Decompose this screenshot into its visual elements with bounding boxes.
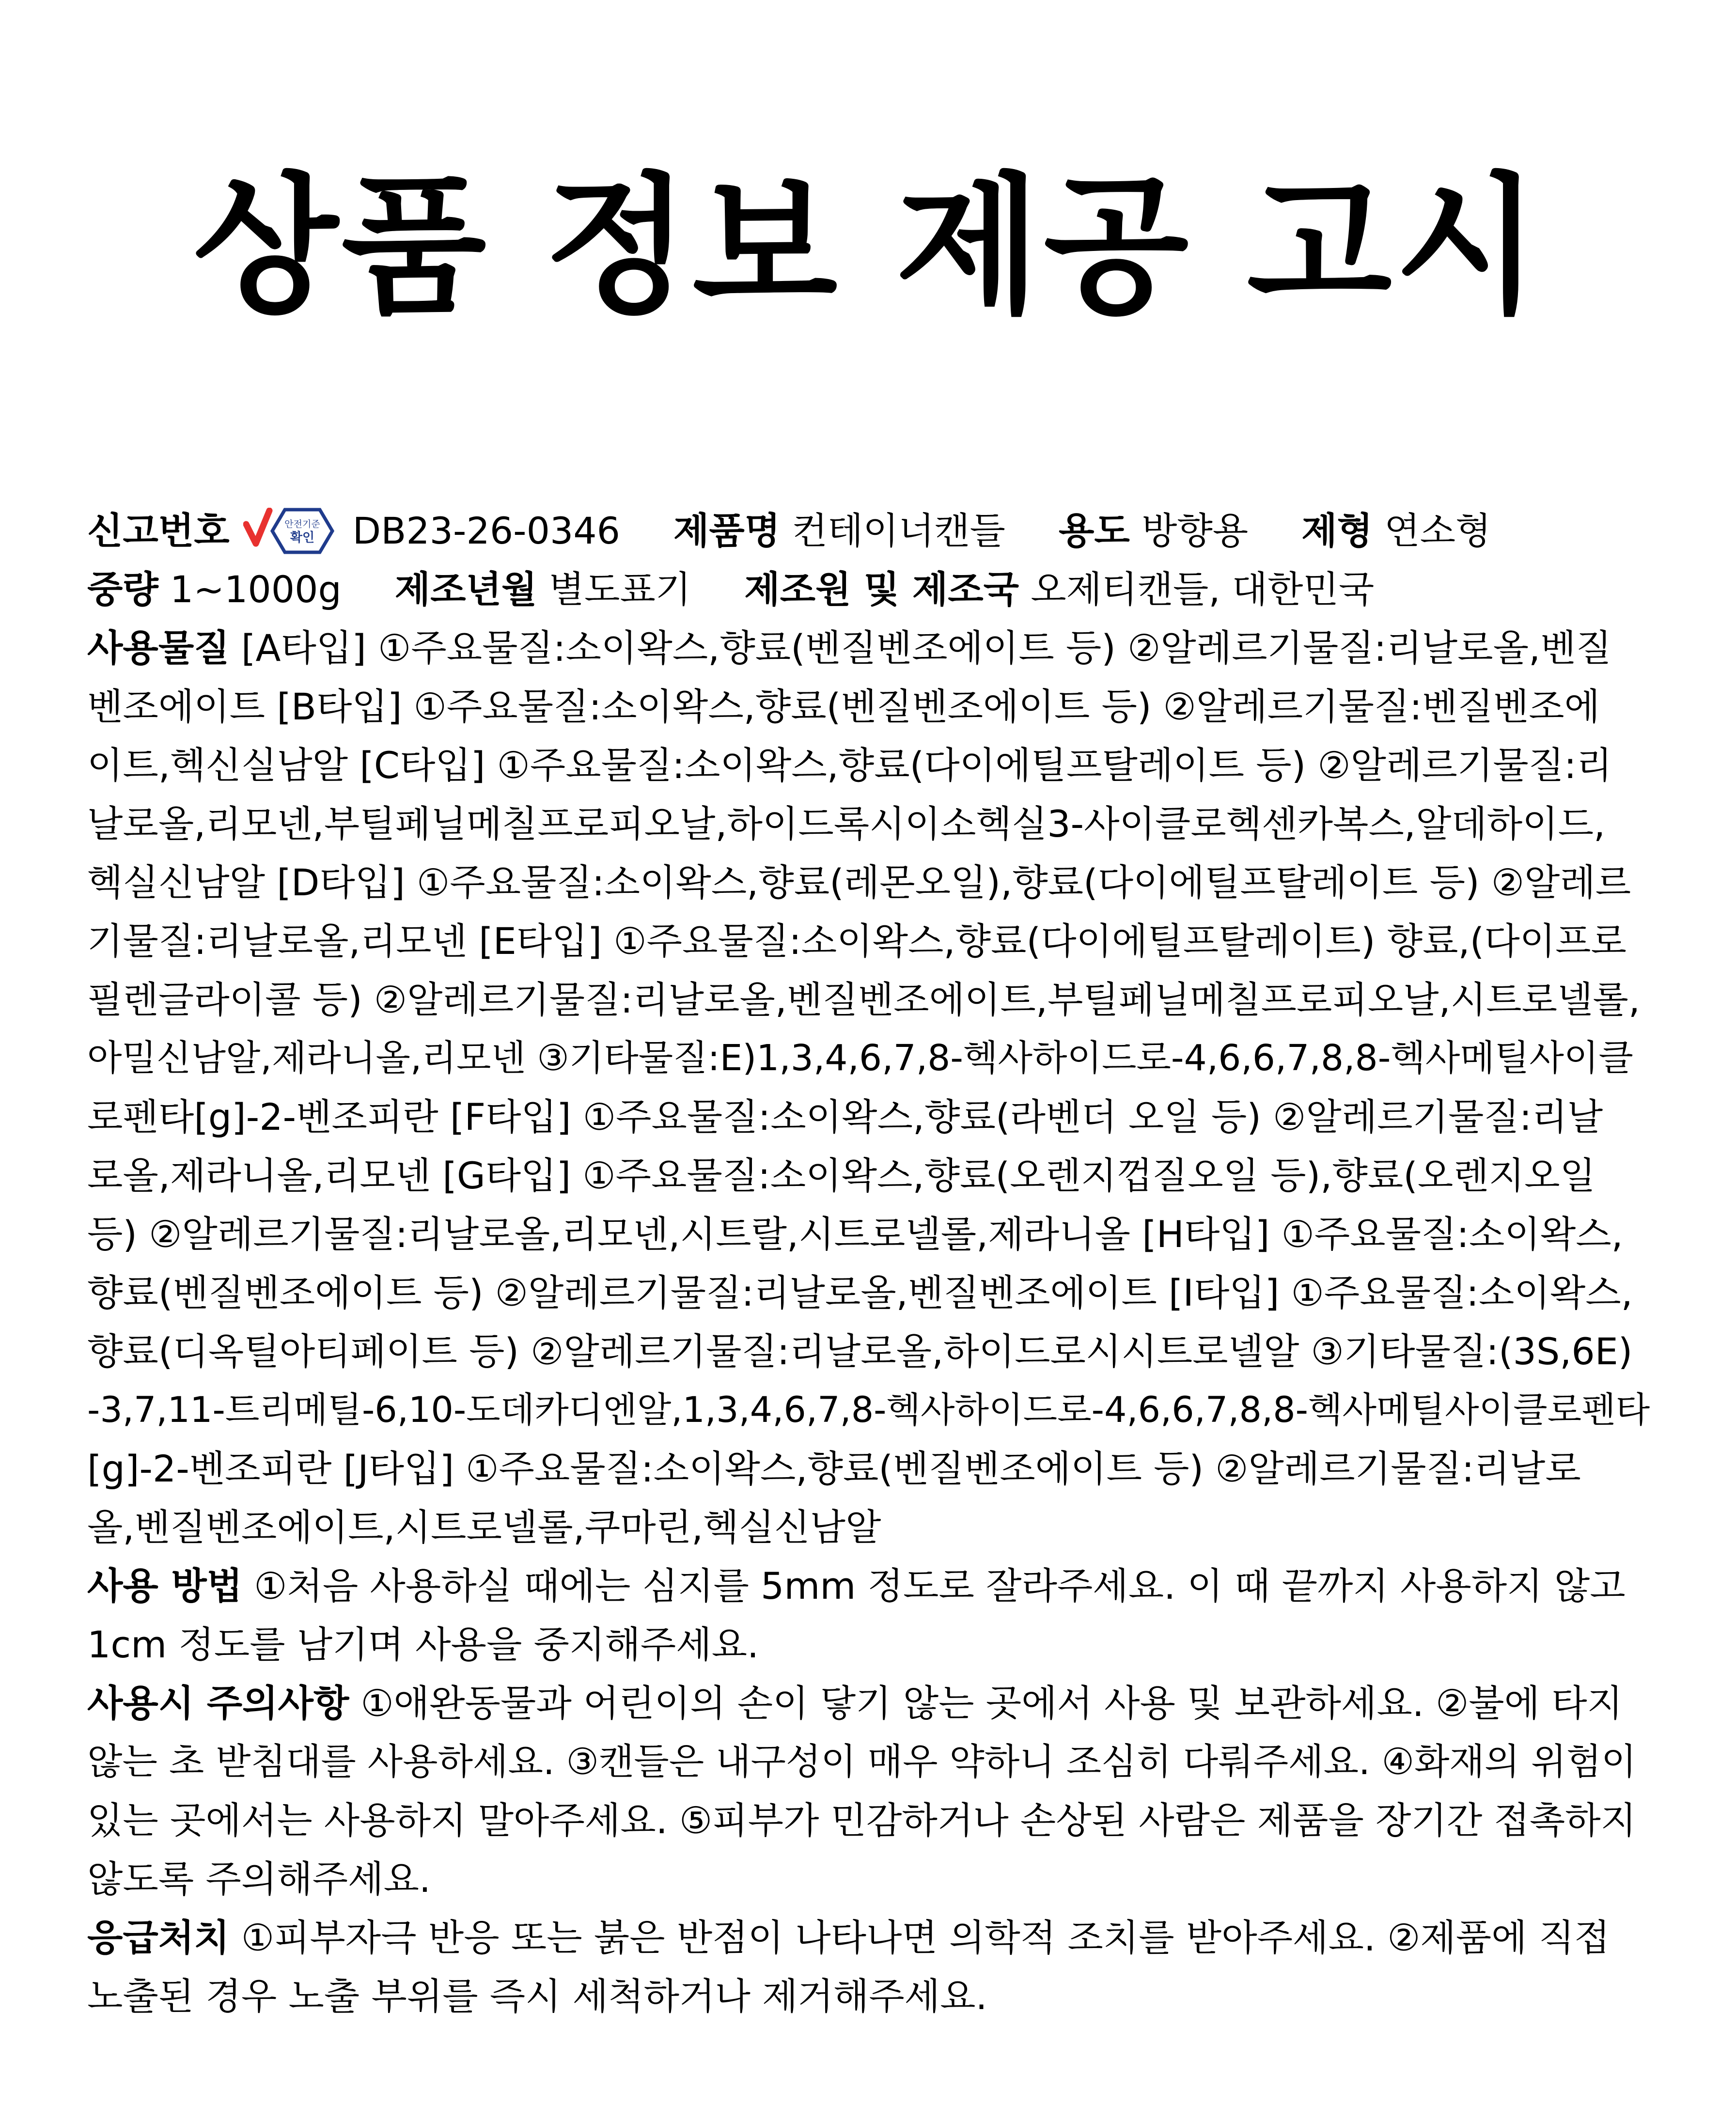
first-aid-label: 응급처치: [87, 1916, 230, 1959]
materials-line: 올,벤질벤조에이트,시트로넬롤,쿠마린,헥실신남알: [87, 1506, 881, 1549]
materials-line: 아밀신남알,제라니올,리모넨 ③기타물질:E)1,3,4,6,7,8-헥사하이드로-4,6,6,7,8,8-헥사메틸사이클: [87, 1037, 1633, 1079]
how-to-use-text: ①처음 사용하실 때에는 심지를 5mm 정도로 잘라주세요. 이 때 끝까지 사용하지 않고: [242, 1564, 1626, 1607]
page-title: 상품 정보 제공 고시: [193, 159, 1543, 334]
mfg-date-label: 제조년월: [394, 568, 537, 611]
how-to-use-line: [87, 1557, 1652, 1615]
mfg-date-value: 별도표기: [548, 568, 691, 611]
materials-label: 사용물질: [87, 626, 230, 670]
materials-line: 등) ②알레르기물질:리날로올,리모넨,시트랄,시트로넬롤,제라니올 [H타입] ①주요물질:소이왁스,: [87, 1213, 1623, 1256]
report-no-label: 신고번호: [87, 509, 230, 552]
kc-safety-check-line2: 확인: [290, 530, 314, 545]
info-row-1: [87, 501, 1652, 560]
materials-line: 향료(벤질벤조에이트 등) ②알레르기물질:리날로올,벤질벤조에이트 [I타입] ①주요물질:소이왁스,: [87, 1271, 1633, 1314]
how-to-use-line: 1cm 정도를 남기며 사용을 중지해주세요.: [87, 1623, 759, 1666]
materials-text: [A타입] ①주요물질:소이왁스,향료(벤질벤조에이트 등) ②알레르기물질:리날로올,벤질: [229, 626, 1612, 670]
product-info-notice: [87, 501, 1652, 2026]
materials-line: [87, 619, 1652, 677]
cautions-line: [87, 1674, 1652, 1732]
form-label: 제형: [1301, 509, 1373, 552]
usage-label: 용도: [1058, 509, 1130, 552]
cautions-line: 있는 곳에서는 사용하지 말아주세요. ⑤피부가 민감하거나 손상된 사람은 제품을 장기간 접촉하지: [87, 1799, 1637, 1842]
kc-safety-check-line1: 안전기준: [284, 519, 320, 530]
materials-line: 벤조에이트 [B타입] ①주요물질:소이왁스,향료(벤질벤조에이트 등) ②알레르기물질:벤질벤조에: [87, 685, 1600, 728]
product-name-label: 제품명: [673, 509, 781, 552]
info-row-2: [87, 560, 1652, 619]
materials-line: 향료(디옥틸아티페이트 등) ②알레르기물질:리날로올,하이드로시시트로넬알 ③기타물질:(3S,6E): [87, 1330, 1633, 1373]
cautions-label: 사용시 주의사항: [87, 1682, 349, 1725]
cautions-line: 않는 초 받침대를 사용하세요. ③캔들은 내구성이 매우 약하니 조심히 다뤄주세요. ④화재의 위험이: [87, 1740, 1637, 1783]
manufacturer-label: 제조원 및 제조국: [744, 568, 1019, 611]
first-aid-line: [87, 1908, 1652, 1967]
materials-line: -3,7,11-트리메틸-6,10-도데카디엔알,1,3,4,6,7,8-헥사하이드로-4,6,6,7,8,8-헥사메틸사이클로펜타: [87, 1389, 1650, 1431]
materials-line: 로올,제라니올,리모넨 [G타입] ①주요물질:소이왁스,향료(오렌지껍질오일 등),향료(오렌지오일: [87, 1154, 1595, 1197]
first-aid-line: 노출된 경우 노출 부위를 즉시 세척하거나 제거해주세요.: [87, 1975, 987, 2018]
usage-value: 방향용: [1141, 509, 1249, 552]
materials-line: [g]-2-벤조피란 [J타입] ①주요물질:소이왁스,향료(벤질벤조에이트 등) ②알레르기물질:리날로: [87, 1447, 1581, 1490]
materials-line: 날로올,리모넨,부틸페닐메칠프로피오날,하이드록시이소헥실3-사이클로헥센카복스,알데하이드,: [87, 802, 1606, 845]
how-to-use-label: 사용 방법: [87, 1564, 243, 1607]
first-aid-text: ①피부자극 반응 또는 붉은 반점이 나타나면 의학적 조치를 받아주세요. ②제품에 직접: [229, 1916, 1610, 1959]
report-no-value: DB23-26-0346: [352, 509, 621, 552]
cautions-line: 않도록 주의해주세요.: [87, 1857, 431, 1901]
cautions-text: ①애완동물과 어린이의 손이 닿기 않는 곳에서 사용 및 보관하세요. ②불에 타지: [349, 1682, 1623, 1725]
product-name-value: 컨테이너캔들: [792, 509, 1005, 552]
manufacturer-value: 오제티캔들, 대한민국: [1031, 568, 1375, 611]
form-value: 연소형: [1384, 509, 1491, 552]
weight-value: 1~1000g: [170, 568, 342, 611]
materials-line: 이트,헥신실남알 [C타입] ①주요물질:소이왁스,향료(다이에틸프탈레이트 등) ②알레르기물질:리: [87, 744, 1612, 787]
materials-line: 헥실신남알 [D타입] ①주요물질:소이왁스,향료(레몬오일),향료(다이에틸프탈레이트 등) ②알레르: [87, 861, 1631, 904]
materials-line: 필렌글라이콜 등) ②알레르기물질:리날로올,벤질벤조에이트,부틸페닐메칠프로피오날,시트로넬롤,: [87, 978, 1640, 1021]
materials-line: 로펜타[g]-2-벤조피란 [F타입] ①주요물질:소이왁스,향료(라벤더 오일 등) ②알레르기물질:리날: [87, 1095, 1603, 1138]
kc-safety-check-icon: [243, 508, 335, 554]
materials-line: 기물질:리날로올,리모넨 [E타입] ①주요물질:소이왁스,향료(다이에틸프탈레이트) 향료,(다이프로: [87, 920, 1627, 963]
weight-label: 중량: [87, 568, 158, 611]
